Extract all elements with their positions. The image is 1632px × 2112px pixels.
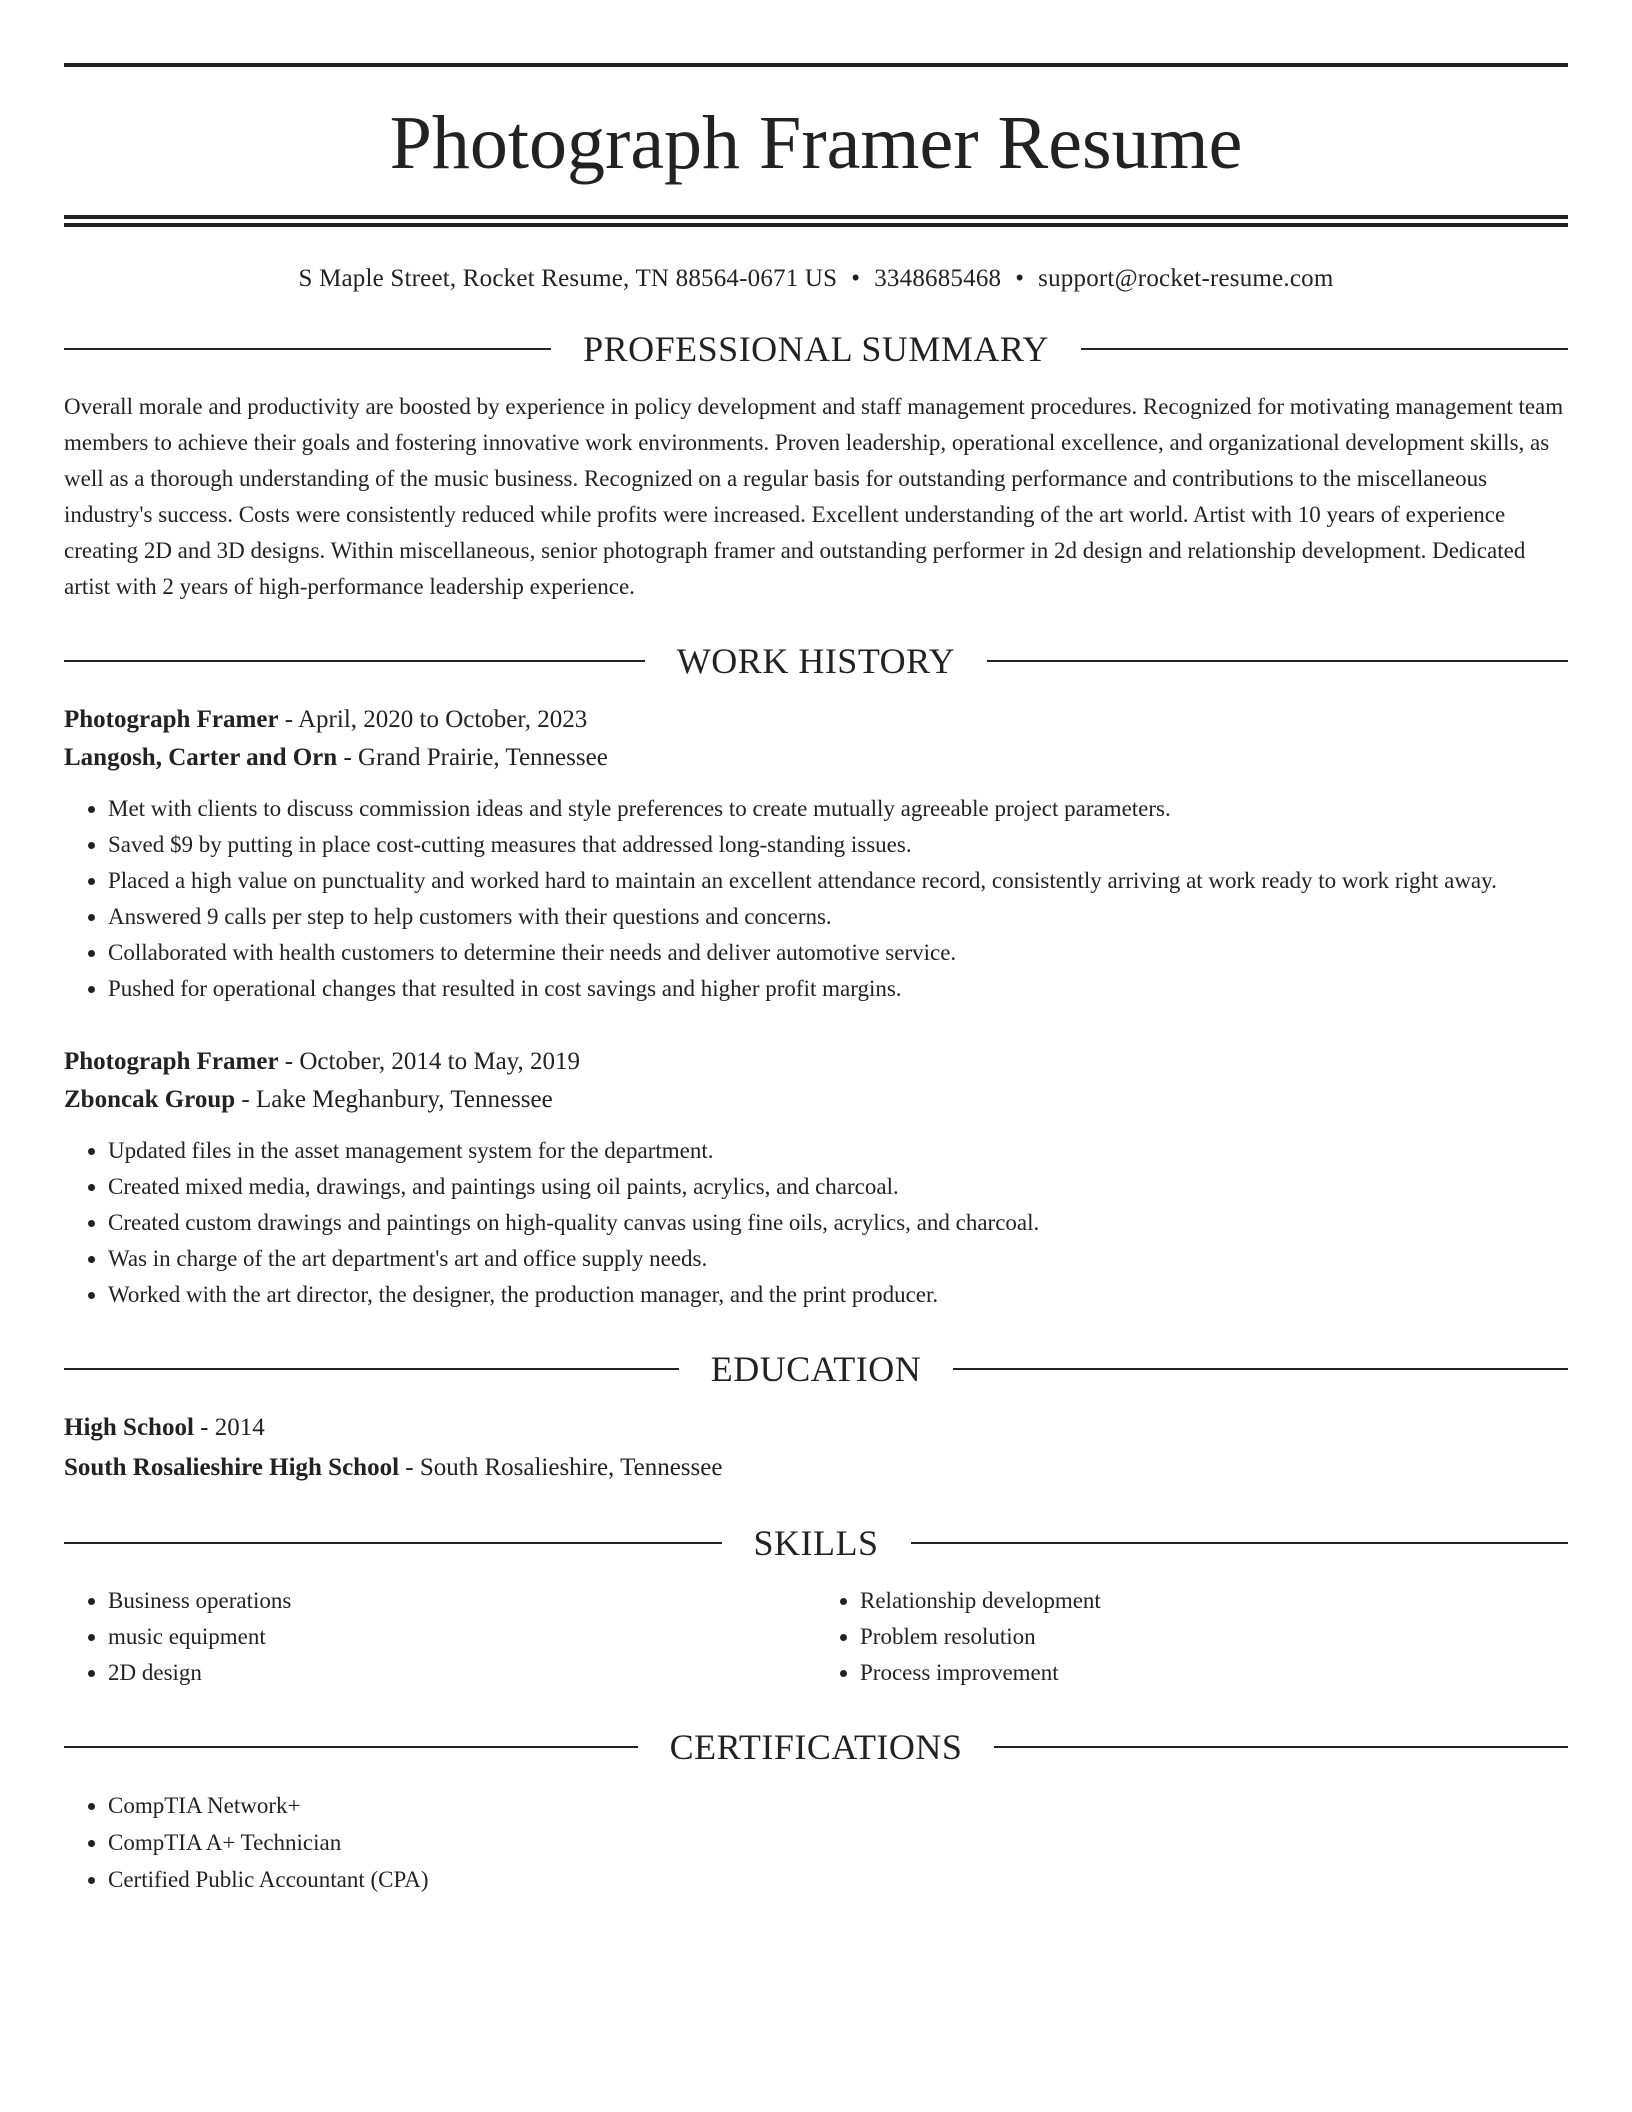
top-rule [64, 63, 1568, 67]
skills-grid [64, 1583, 1568, 1691]
education-degree-line [64, 1409, 1568, 1447]
resume-content [64, 63, 1568, 1898]
list-item: • Saved $9 by putting in place cost-cutting measures that addressed long-standing issues. [108, 827, 1568, 863]
skills-column-right [816, 1583, 1568, 1691]
section-header-work [64, 643, 1568, 679]
job-title: Photograph Framer [64, 1048, 279, 1075]
contact-address: S Maple Street, Rocket Resume, TN 88564-0671 US [298, 265, 838, 292]
skills-column-left [64, 1583, 816, 1691]
contact-separator: • [1015, 265, 1025, 292]
section-rule [987, 660, 1568, 662]
title-double-rule [64, 215, 1568, 227]
list-item: • Placed a high value on punctuality and worked hard to maintain an excellent attendance record, consistently arriving at work ready to work right away. [108, 863, 1568, 899]
list-item: • Updated files in the asset management system for the department. [108, 1133, 1568, 1169]
list-item: • Created mixed media, drawings, and paintings using oil paints, acrylics, and charcoal. [108, 1169, 1568, 1205]
education-school-line [64, 1449, 1568, 1487]
list-item: • Certified Public Accountant (CPA) [108, 1861, 1568, 1898]
contact-line [64, 265, 1568, 293]
job-entry [64, 1043, 1568, 1313]
section-title: PROFESSIONAL SUMMARY [583, 329, 1049, 369]
section-rule [994, 1746, 1568, 1748]
education-year: - 2014 [193, 1414, 265, 1441]
list-item: • Business operations [108, 1583, 816, 1619]
section-rule [64, 1368, 679, 1370]
section-header-skills [64, 1525, 1568, 1561]
job-bullets [64, 791, 1568, 1007]
contact-email[interactable]: support@rocket-resume.com [1038, 265, 1334, 292]
job-company-line [64, 739, 1568, 777]
certifications-list [64, 1787, 1568, 1898]
job-entry [64, 701, 1568, 1007]
section-rule [64, 348, 551, 350]
section-header-education [64, 1351, 1568, 1387]
list-item: • Worked with the art director, the designer, the production manager, and the print producer. [108, 1277, 1568, 1313]
list-item: • music equipment [108, 1619, 816, 1655]
job-company: Langosh, Carter and Orn [64, 744, 338, 771]
section-rule [64, 660, 645, 662]
section-title: CERTIFICATIONS [669, 1727, 963, 1767]
job-dates: - April, 2020 to October, 2023 [278, 706, 588, 733]
list-item: • Process improvement [860, 1655, 1568, 1691]
education-degree: High School [64, 1414, 194, 1441]
job-location: - Grand Prairie, Tennessee [337, 744, 608, 771]
list-item: • 2D design [108, 1655, 816, 1691]
list-item: • Pushed for operational changes that resulted in cost savings and higher profit margins. [108, 971, 1568, 1007]
contact-phone: 3348685468 [874, 265, 1002, 292]
list-item: • Problem resolution [860, 1619, 1568, 1655]
job-company: Zboncak Group [64, 1086, 236, 1113]
education-location: - South Rosalieshire, Tennessee [399, 1454, 723, 1481]
section-rule [953, 1368, 1568, 1370]
job-dates: - October, 2014 to May, 2019 [278, 1048, 581, 1075]
contact-separator: • [851, 265, 861, 292]
list-item: • Met with clients to discuss commission ideas and style preferences to create mutually agreeable project parameters. [108, 791, 1568, 827]
section-header-certifications [64, 1729, 1568, 1765]
section-title: WORK HISTORY [676, 641, 956, 681]
list-item: • Collaborated with health customers to determine their needs and deliver automotive service. [108, 935, 1568, 971]
job-title: Photograph Framer [64, 706, 279, 733]
section-rule [64, 1746, 638, 1748]
section-rule [64, 1542, 722, 1544]
page-title: Photograph Framer Resume [389, 101, 1243, 185]
job-bullets [64, 1133, 1568, 1313]
section-header-summary [64, 331, 1568, 367]
list-item: • CompTIA Network+ [108, 1787, 1568, 1824]
list-item: • Was in charge of the art department's art and office supply needs. [108, 1241, 1568, 1277]
list-item: • Created custom drawings and paintings on high-quality canvas using fine oils, acrylics, and charcoal. [108, 1205, 1568, 1241]
job-location: - Lake Meghanbury, Tennessee [235, 1086, 553, 1113]
section-title: SKILLS [753, 1523, 879, 1563]
list-item: • Answered 9 calls per step to help customers with their questions and concerns. [108, 899, 1568, 935]
education-school: South Rosalieshire High School [64, 1454, 400, 1481]
job-company-line [64, 1081, 1568, 1119]
job-title-line [64, 1043, 1568, 1081]
section-rule [1081, 348, 1568, 350]
list-item: • Relationship development [860, 1583, 1568, 1619]
list-item: • CompTIA A+ Technician [108, 1824, 1568, 1861]
summary-text: Overall morale and productivity are boosted by experience in policy development and staff management procedures. Recognized for motivating management team members to achieve their goals and fostering innovative work environments. Proven leadership, operational excellence, and organizational development skills, as well as a thorough understanding of the music business. Recognized on a regular basis for outstanding performance and contributions to the miscellaneous industry's success. Costs were consistently reduced while profits were increased. Excellent understanding of the art world. Artist with 10 years of experience creating 2D and 3D designs. Within miscellaneous, senior photograph framer and outstanding performer in 2d design and relationship development. Dedicated artist with 2 years of high-performance leadership experience. [64, 394, 1564, 599]
job-title-line [64, 701, 1568, 739]
section-rule [911, 1542, 1569, 1544]
section-title: EDUCATION [710, 1349, 922, 1389]
